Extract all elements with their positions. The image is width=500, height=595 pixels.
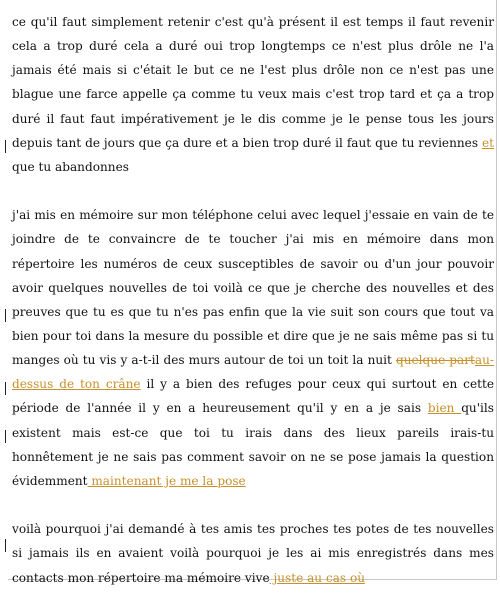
document-body[interactable]: [12, 10, 494, 590]
paragraph-spacer: [12, 179, 494, 203]
paragraph-2: [12, 203, 494, 493]
text-run: voilà pourquoi j'ai demandé à tes amis tes proches tes potes de tes nouvelles si jamais ils en avaient voilà pourquoi je les ai mis enregistrés dans mes contacts mon répertoire ma mémoire vive: [12, 522, 494, 585]
text-run: qu'ils existent mais est-ce que toi tu irais dans des lieux pareils irais-tu honnêtement je ne sais pas comment savoir on ne se pose jamais la question évidemment: [12, 401, 494, 488]
paragraph-spacer: [12, 493, 494, 517]
text-run: ce qu'il faut simplement retenir c'est qu'à présent il est temps il faut revenir cela a trop duré cela a duré oui trop longtemps ce n'est plus drôle ne l'a jamais été mais si c'était le but ce ne l'est plus drôle non ce n'est pas une blague une farce appelle ça comme tu veux mais c'est trop tard et ça a trop duré il faut faut impérativement je le dis comme je le pense tous les jours depuis tant de jours que ça dure et a bien trop duré il faut que tu reviennes: [12, 15, 494, 150]
inserted-text: et: [481, 135, 494, 150]
change-bar: [5, 539, 6, 552]
inserted-text: maintenant je me la pose: [87, 473, 246, 488]
change-bar: [5, 140, 6, 153]
paragraph-1: [12, 10, 494, 179]
inserted-text: au-dessus de ton crâne: [12, 353, 494, 392]
text-run: que tu abandonnes: [12, 159, 129, 174]
inserted-text: juste au cas où: [269, 570, 366, 585]
change-bar: [5, 430, 6, 443]
change-bar: [5, 382, 6, 395]
inserted-text: bien: [427, 401, 462, 416]
text-run: il y a bien des refuges pour ceux qui surtout en cette période de l'année il y en a heureusement qu'il y en a je sais: [12, 377, 494, 416]
paragraph-3: [12, 517, 494, 589]
change-bar: [5, 309, 6, 322]
deleted-text: quelque part: [395, 353, 475, 368]
text-run: j'ai mis en mémoire sur mon téléphone celui avec lequel j'essaie en vain de te joindre de te convaincre de te toucher j'ai mis en mémoire dans mon répertoire les numéros de ceux susceptibles de savoir ou d'un jour pouvoir avoir quelques nouvelles de toi voilà ce que je cherche des nouvelles et des preuves que tu es que tu n'es pas enfin que la vie suit son cours que tout va bien pour toi dans la mesure du possible et dire que je ne sais même pas si tu manges où tu vis y a-t-il des murs autour de toi un toit la nuit: [12, 208, 494, 368]
